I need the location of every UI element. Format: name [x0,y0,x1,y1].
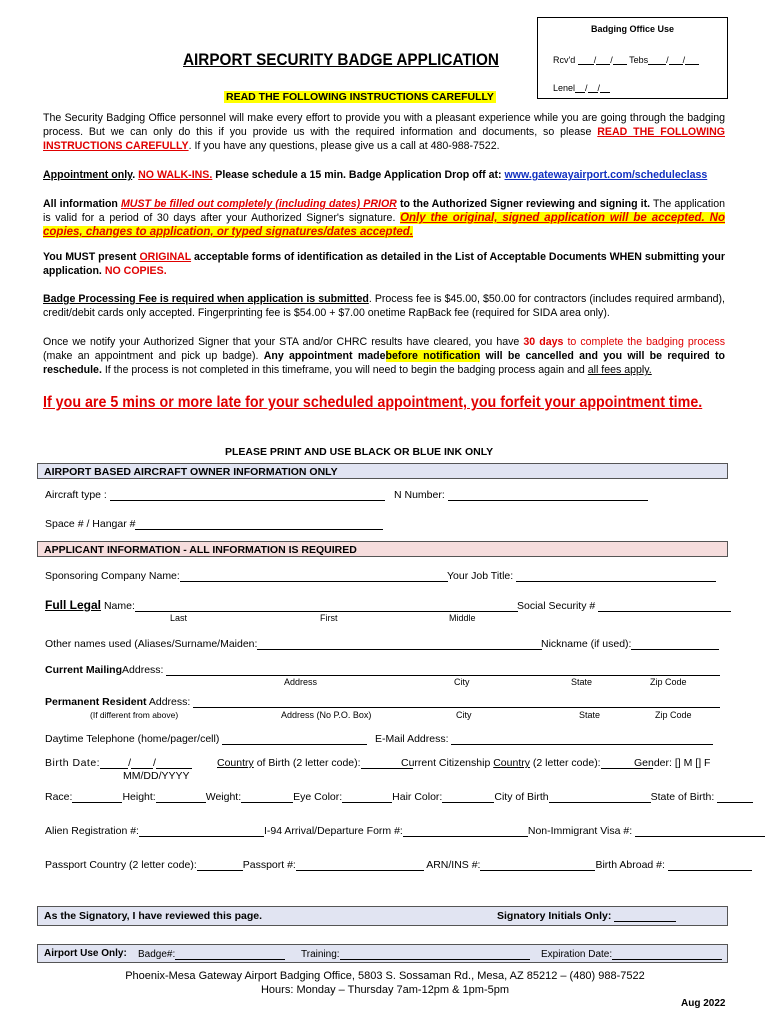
fee-paragraph: Badge Processing Fee is required when application is submitted. Process fee is $45.00, $50.00 for contractors (includes required armband), credit/debit cards only accepted. Fingerprinting fee is $54.00 + $7.00 onetime RapBack fee (required for SIDA area only). [43,293,725,319]
all-info-paragraph: All information MUST be filled out completely (including dates) PRIOR to the Authorized Signer reviewing and signing it. The application is valid for a period of 30 days after your Authorized Signer's signature. Only the original, signed application will be accepted. No copies, changes to application, or typed signatures/dates accepted. [43,198,725,238]
mailing-state-sublabel: State [571,677,593,687]
alien-registration-field[interactable]: Alien Registration #: I-94 Arrival/Departure Form #: Non-Immigrant Visa #: [45,825,765,837]
airport-use-bar [37,944,728,963]
country-of-birth-field[interactable]: Country of Birth (2 letter code): [217,757,413,769]
date-format-hint: MM/DD/YYYY [123,770,190,782]
rcvd-label: Rcv'd [553,55,576,65]
mailing-zip-sublabel: Zip Code [650,677,687,687]
rcvd-field[interactable]: Rcv'd / / Tebs / / [553,53,699,65]
birth-date-field[interactable]: Birth Date: / / [45,757,192,769]
mailing-address-sublabel: Address [284,677,318,687]
ssn-field[interactable]: Social Security # [517,600,731,612]
intro-paragraph: The Security Badging Office personnel will make every effort to provide you with a pleasant experience while you are going through the badging process. But we can only do this if you provide us with the required information and documents, so please READ THE FOLLOWING INSTRUCTIONS CAREFULLY. If you have any questions, please give us a call at 480-988-7522. [43,112,725,152]
if-different-sublabel: (If different from above) [90,710,179,720]
last-sublabel: Last [170,613,188,623]
middle-sublabel: Middle [449,613,476,623]
permanent-address-field[interactable]: Permanent Resident Address: [45,696,720,708]
schedule-link[interactable]: www.gatewayairport.com/scheduleclass [504,169,708,181]
sponsor-field[interactable]: Sponsoring Company Name: [45,570,448,582]
airport-use-label: Airport Use Only: [44,948,127,959]
print-note: PLEASE PRINT AND USE BLACK OR BLUE INK ONLY [225,446,494,458]
notify-paragraph: Once we notify your Authorized Signer that your STA and/or CHRC results have cleared, you have 30 days to complete the badging process (make an appointment and pick up badge). Any appointment madebefore notification will be cancelled and you will be required to reschedule. If the process is not completed in this timeframe, you will need to begin the badging process again and all fees apply. [43,336,725,376]
page-title: AIRPORT SECURITY BADGE APPLICATION [183,50,499,69]
email-field[interactable]: E-Mail Address: [375,733,713,745]
perm-address-sublabel: Address (No P.O. Box) [281,710,372,720]
phone-field[interactable]: Daytime Telephone (home/pager/cell) [45,733,367,745]
signatory-bar [37,906,728,926]
appointment-paragraph: Appointment only. NO WALK-INS. Please schedule a 15 min. Badge Application Drop off at: www.gatewayairport.com/scheduleclass [43,169,708,181]
first-sublabel: First [320,613,338,623]
mailing-city-sublabel: City [454,677,470,687]
aircraft-type-field[interactable]: Aircraft type : [45,489,385,501]
footer-hours: Hours: Monday – Thursday 7am-12pm & 1pm-5pm [260,984,509,996]
read-instructions-highlight: READ THE FOLLOWING INSTRUCTIONS CAREFULLY [43,126,725,152]
other-names-field[interactable]: Other names used (Aliases/Surname/Maiden: [45,638,542,650]
tebs-label: Tebs [629,55,649,65]
footer-address: Phoenix-Mesa Gateway Airport Badging Office, 5803 S. Sossaman Rd., Mesa, AZ 85212 – (480) 988-7522 [125,970,645,982]
signatory-statement: As the Signatory, I have reviewed this page. [44,910,263,922]
instructions-heading: READ THE FOLLOWING INSTRUCTIONS CAREFULLY [226,91,494,103]
badge-number-field[interactable]: Badge#: [138,948,285,960]
perm-city-sublabel: City [456,710,472,720]
signatory-initials-field[interactable]: Signatory Initials Only: [497,910,676,922]
lenel-label: Lenel [553,83,576,93]
office-use-title: Badging Office Use [590,24,674,34]
nickname-field[interactable]: Nickname (if used): [541,638,719,650]
gender-field[interactable]: Gender: [] M [] F [634,757,711,769]
lenel-field[interactable]: Lenel / / [553,81,610,93]
physical-description-row[interactable]: Race: Height: Weight: Eye Color: Hair Color: City of Birth State of Birth: [45,791,753,803]
full-name-field[interactable]: Full Legal Name: [45,598,518,612]
perm-zip-sublabel: Zip Code [655,710,692,720]
citizenship-field[interactable]: Current Citizenship Country (2 letter code): [401,757,653,769]
expiration-date-field[interactable]: Expiration Date: [541,948,722,960]
original-only-warning: Only the original, signed application will be accepted. No copies, changes to application, or typed signatures/dates accepted. [43,212,725,238]
mailing-address-field[interactable]: Current MailingAddress: [45,664,720,676]
office-use-box [537,17,728,99]
must-present-paragraph: You MUST present ORIGINAL acceptable forms of identification as detailed in the List of Acceptable Documents WHEN submitting your application. NO COPIES. [43,251,726,277]
space-hangar-field[interactable]: Space # / Hangar # [45,518,383,530]
job-title-field[interactable]: Your Job Title: [447,570,716,582]
aircraft-owner-header: AIRPORT BASED AIRCRAFT OWNER INFORMATION ONLY [37,463,728,479]
training-field[interactable]: Training: [301,948,530,960]
passport-row[interactable]: Passport Country (2 letter code): Passport #: ARN/INS #: Birth Abroad #: [45,859,752,871]
footer-date: Aug 2022 [681,998,726,1009]
perm-state-sublabel: State [579,710,601,720]
late-warning: If you are 5 mins or more late for your scheduled appointment, you forfeit your appointment time. [43,394,703,411]
applicant-info-header: APPLICANT INFORMATION - ALL INFORMATION IS REQUIRED [37,541,728,557]
n-number-field[interactable]: N Number: [394,489,648,501]
